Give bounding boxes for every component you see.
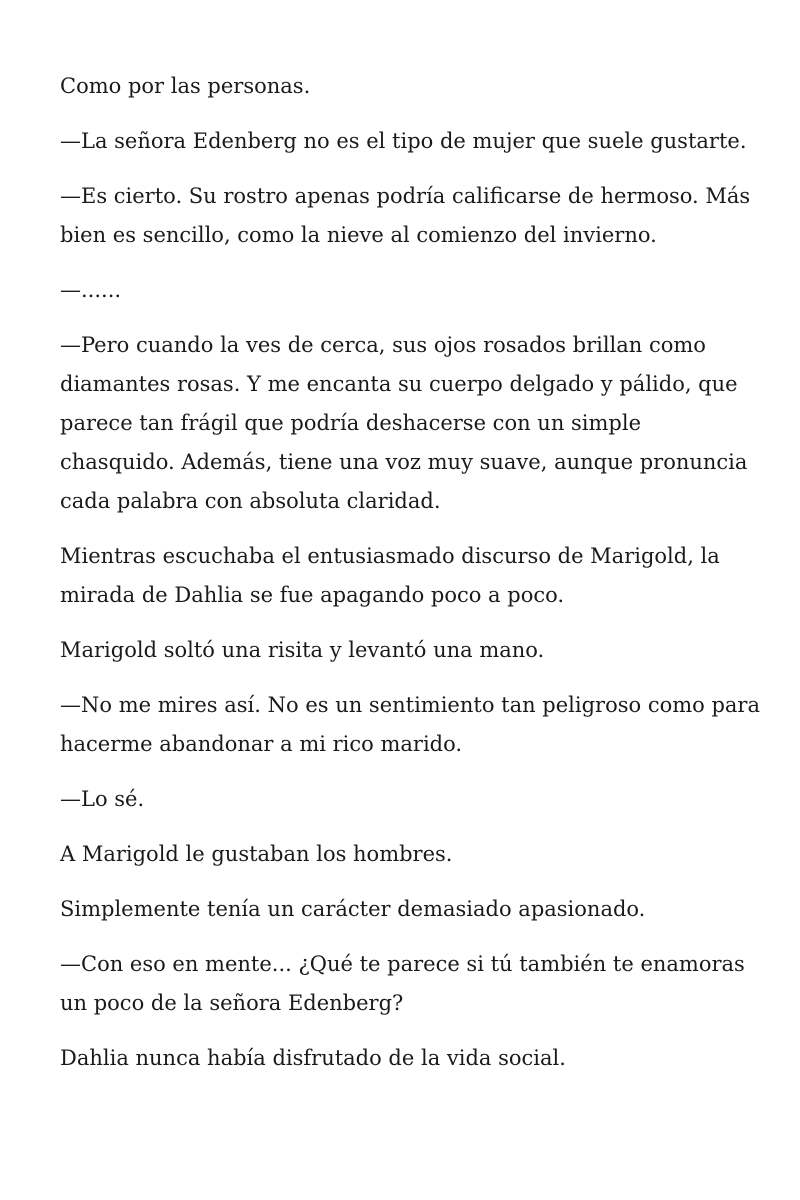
paragraph: Como por las personas. <box>60 74 311 98</box>
paragraph: A Marigold le gustaban los hombres. <box>60 842 453 866</box>
paragraph: Mientras escuchaba el entusiasmado discurso de Marigold, la mirada de Dahlia se fue apagando poco a poco. <box>60 544 720 607</box>
paragraph: —Con eso en mente... ¿Qué te parece si tú también te enamoras un poco de la señora Edenberg? <box>60 952 745 1015</box>
paragraph: —Es cierto. Su rostro apenas podría calificarse de hermoso. Más bien es sencillo, como la nieve al comienzo del invierno. <box>60 184 751 247</box>
paragraph: —No me mires así. No es un sentimiento tan peligroso como para hacerme abandonar a mi rico marido. <box>60 693 760 756</box>
paragraph: —Lo sé. <box>60 787 145 811</box>
paragraph: —La señora Edenberg no es el tipo de mujer que suele gustarte. <box>60 129 747 153</box>
paragraph: Simplemente tenía un carácter demasiado apasionado. <box>60 897 646 921</box>
paragraph: —...... <box>60 278 122 302</box>
paragraph: Dahlia nunca había disfrutado de la vida social. <box>60 1046 566 1070</box>
paragraph: Marigold soltó una risita y levantó una mano. <box>60 638 545 662</box>
paragraph: —Pero cuando la ves de cerca, sus ojos rosados brillan como diamantes rosas. Y me encanta su cuerpo delgado y pálido, que parece tan frágil que podría deshacerse con un simple chasquido. Además, tiene una voz muy suave, aunque pronuncia cada palabra con absoluta claridad. <box>60 333 748 513</box>
